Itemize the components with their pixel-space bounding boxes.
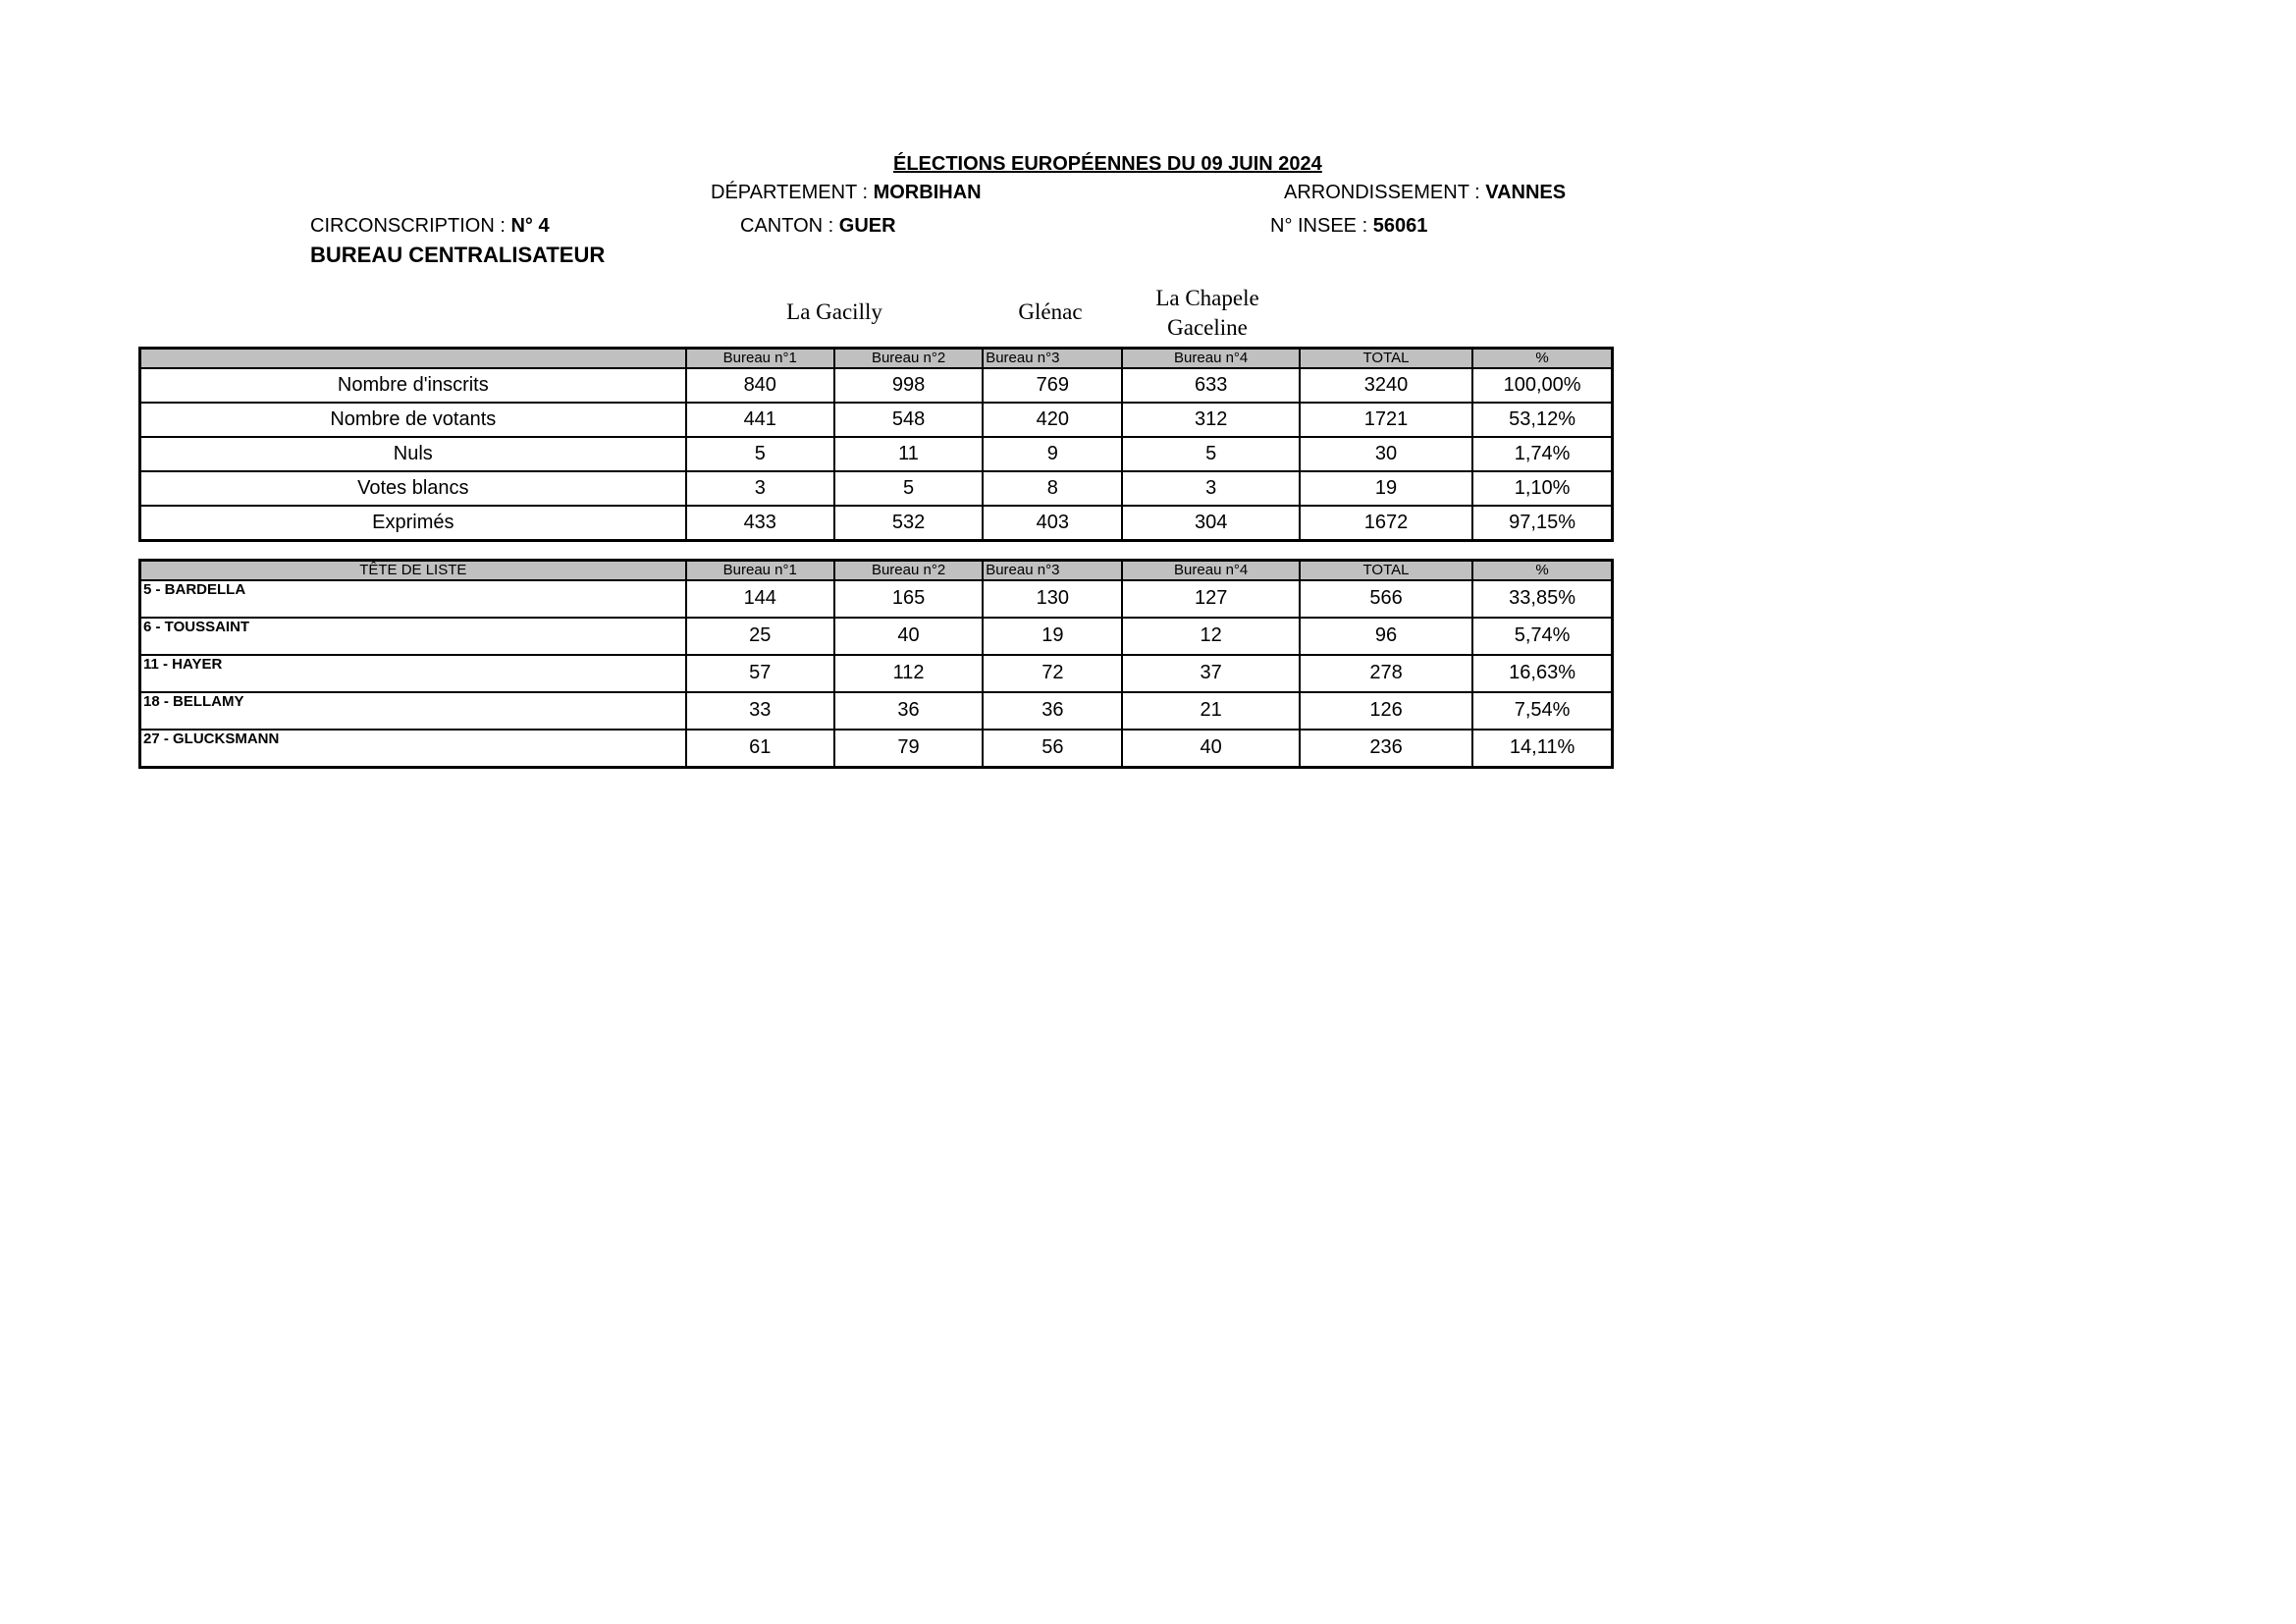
cell-bureau-1: 441 [686, 403, 834, 437]
cell-bureau-2: 548 [834, 403, 983, 437]
cell-total: 1672 [1300, 506, 1472, 541]
table-row [140, 471, 1613, 506]
header-bureau-1: Bureau n°1 [686, 349, 834, 369]
cell-bureau-1: 3 [686, 471, 834, 506]
insee-label: N° INSEE : [1270, 215, 1368, 237]
table-row [140, 368, 1613, 403]
cell-bureau-3: 130 [983, 580, 1122, 618]
cell-percent: 5,74% [1472, 618, 1612, 655]
cell-bureau-3: 19 [983, 618, 1122, 655]
header-bureau-1: Bureau n°1 [686, 561, 834, 581]
cell-total: 3240 [1300, 368, 1472, 403]
departement-label: DÉPARTEMENT : [711, 182, 869, 203]
cell-bureau-4: 127 [1122, 580, 1299, 618]
table-row [140, 692, 1613, 730]
canton [740, 215, 896, 238]
cell-percent: 53,12% [1472, 403, 1612, 437]
row-label: Votes blancs [140, 471, 686, 506]
cell-bureau-4: 40 [1122, 730, 1299, 768]
cell-total: 96 [1300, 618, 1472, 655]
header-bureau-2: Bureau n°2 [834, 561, 983, 581]
cell-bureau-4: 312 [1122, 403, 1299, 437]
cell-bureau-3: 56 [983, 730, 1122, 768]
cell-bureau-3: 9 [983, 437, 1122, 471]
row-label: Exprimés [140, 506, 686, 541]
cell-bureau-3: 36 [983, 692, 1122, 730]
cell-percent: 16,63% [1472, 655, 1612, 692]
header-percent: % [1472, 561, 1612, 581]
table-row [140, 655, 1613, 692]
cell-bureau-3: 8 [983, 471, 1122, 506]
cell-bureau-1: 61 [686, 730, 834, 768]
table-row [140, 730, 1613, 768]
candidate-label: 5 - BARDELLA [140, 580, 686, 618]
cell-bureau-4: 21 [1122, 692, 1299, 730]
arrondissement-label: ARRONDISSEMENT : [1284, 182, 1480, 203]
table-row [140, 580, 1613, 618]
cell-bureau-4: 5 [1122, 437, 1299, 471]
header-percent: % [1472, 349, 1612, 369]
cell-bureau-2: 36 [834, 692, 983, 730]
arrondissement-value: VANNES [1485, 182, 1567, 203]
results-table [138, 559, 1614, 769]
table-row [140, 437, 1613, 471]
cell-bureau-1: 144 [686, 580, 834, 618]
cell-bureau-3: 420 [983, 403, 1122, 437]
results-header-row [140, 561, 1613, 581]
participation-header-row [140, 349, 1613, 369]
cell-bureau-2: 40 [834, 618, 983, 655]
cell-bureau-2: 79 [834, 730, 983, 768]
departement-value: MORBIHAN [873, 182, 982, 203]
header-bureau-3: Bureau n°3 [983, 349, 1122, 369]
cell-percent: 1,74% [1472, 437, 1612, 471]
candidate-label: 18 - BELLAMY [140, 692, 686, 730]
candidate-label: 6 - TOUSSAINT [140, 618, 686, 655]
cell-total: 278 [1300, 655, 1472, 692]
cell-bureau-2: 165 [834, 580, 983, 618]
header-bureau-2: Bureau n°2 [834, 349, 983, 369]
document-title: ÉLECTIONS EUROPÉENNES DU 09 JUIN 2024 [893, 153, 1322, 175]
cell-bureau-2: 112 [834, 655, 983, 692]
cell-percent: 97,15% [1472, 506, 1612, 541]
row-label: Nombre d'inscrits [140, 368, 686, 403]
header-total: TOTAL [1300, 349, 1472, 369]
commune-3-line1: La Chapele [1155, 286, 1259, 310]
cell-percent: 14,11% [1472, 730, 1612, 768]
commune-2: Glénac [1018, 299, 1083, 324]
candidate-label: 27 - GLUCKSMANN [140, 730, 686, 768]
canton-value: GUER [838, 215, 896, 237]
header-bureau-4: Bureau n°4 [1122, 349, 1299, 369]
insee-value: 56061 [1372, 215, 1428, 237]
cell-bureau-1: 433 [686, 506, 834, 541]
row-label: Nombre de votants [140, 403, 686, 437]
candidate-label: 11 - HAYER [140, 655, 686, 692]
cell-total: 126 [1300, 692, 1472, 730]
cell-percent: 1,10% [1472, 471, 1612, 506]
header-tete-de-liste: TÊTE DE LISTE [140, 561, 686, 581]
cell-bureau-4: 633 [1122, 368, 1299, 403]
cell-bureau-4: 3 [1122, 471, 1299, 506]
circonscription-value: N° 4 [510, 215, 550, 237]
cell-bureau-4: 37 [1122, 655, 1299, 692]
circonscription-label: CIRCONSCRIPTION : [310, 215, 506, 237]
cell-bureau-3: 403 [983, 506, 1122, 541]
arrondissement [1284, 182, 1566, 204]
cell-bureau-1: 5 [686, 437, 834, 471]
cell-bureau-1: 57 [686, 655, 834, 692]
table-row [140, 506, 1613, 541]
participation-table [138, 347, 1614, 542]
cell-bureau-3: 769 [983, 368, 1122, 403]
cell-bureau-3: 72 [983, 655, 1122, 692]
cell-percent: 100,00% [1472, 368, 1612, 403]
cell-bureau-1: 33 [686, 692, 834, 730]
canton-label: CANTON : [740, 215, 834, 237]
cell-total: 30 [1300, 437, 1472, 471]
cell-percent: 7,54% [1472, 692, 1612, 730]
participation-header-label [140, 349, 686, 369]
departement [711, 182, 982, 204]
bureau-title: BUREAU CENTRALISATEUR [310, 243, 606, 267]
header-bureau-4: Bureau n°4 [1122, 561, 1299, 581]
insee [1270, 215, 1427, 238]
cell-bureau-1: 840 [686, 368, 834, 403]
cell-total: 19 [1300, 471, 1472, 506]
cell-total: 1721 [1300, 403, 1472, 437]
row-label: Nuls [140, 437, 686, 471]
cell-total: 236 [1300, 730, 1472, 768]
cell-bureau-2: 11 [834, 437, 983, 471]
table-row [140, 618, 1613, 655]
cell-percent: 33,85% [1472, 580, 1612, 618]
header-bureau-3: Bureau n°3 [983, 561, 1122, 581]
header-total: TOTAL [1300, 561, 1472, 581]
circonscription [310, 215, 550, 238]
cell-bureau-4: 12 [1122, 618, 1299, 655]
commune-3 [1119, 283, 1296, 344]
commune-1: La Gacilly [786, 299, 882, 324]
table-row [140, 403, 1613, 437]
cell-bureau-2: 532 [834, 506, 983, 541]
cell-bureau-2: 998 [834, 368, 983, 403]
cell-total: 566 [1300, 580, 1472, 618]
commune-3-line2: Gaceline [1167, 315, 1248, 340]
cell-bureau-2: 5 [834, 471, 983, 506]
cell-bureau-1: 25 [686, 618, 834, 655]
cell-bureau-4: 304 [1122, 506, 1299, 541]
